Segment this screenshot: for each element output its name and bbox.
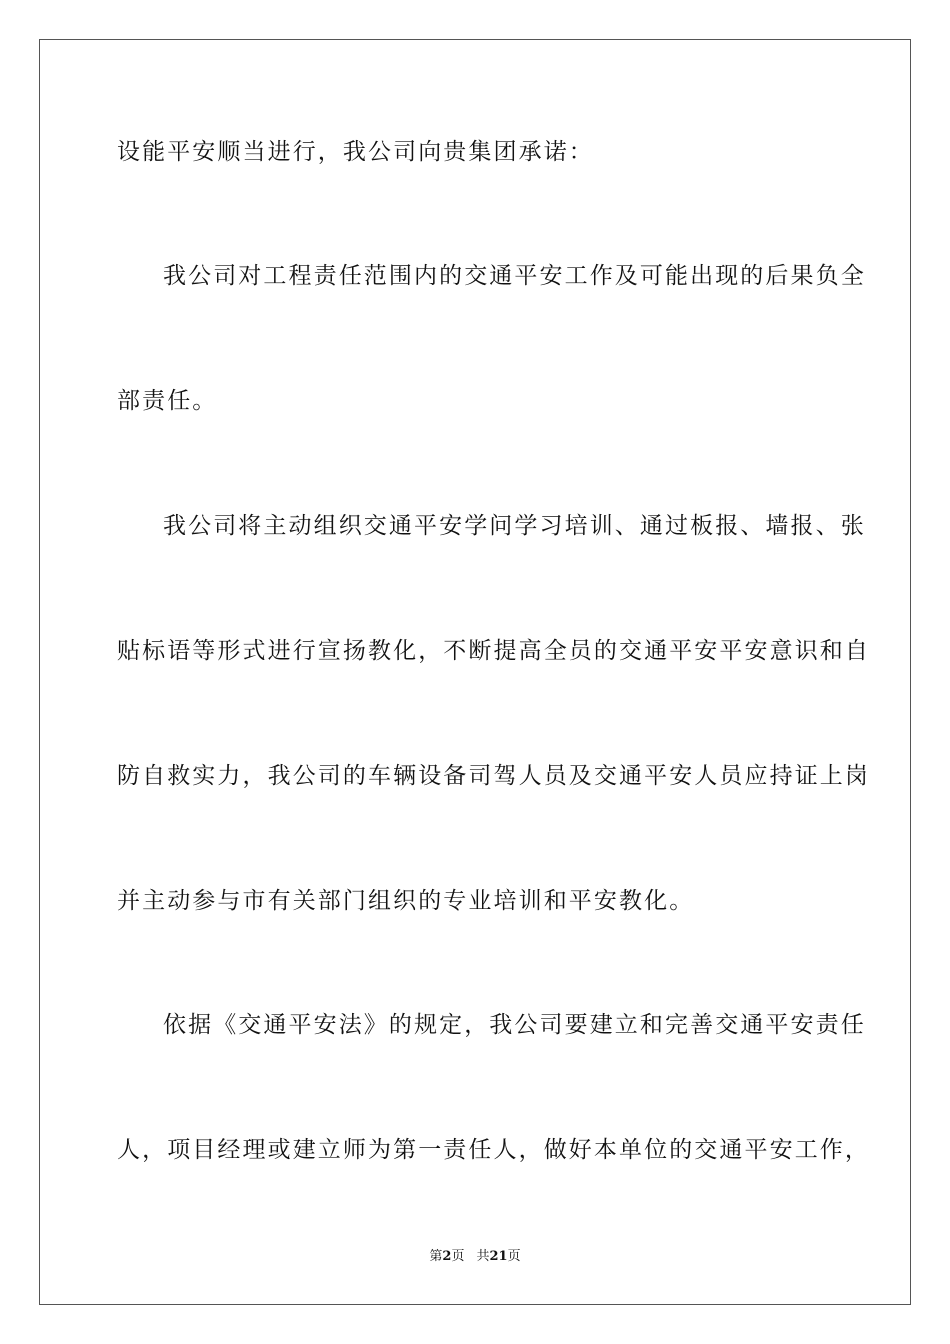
page-total: 21 — [489, 1249, 508, 1264]
text-line: 我公司将主动组织交通平安学问学习培训、通过板报、墙报、张 — [163, 513, 866, 539]
total-label-suffix: 页 — [507, 1249, 521, 1264]
page-label-prefix: 第 — [429, 1249, 443, 1264]
page-border — [39, 39, 911, 1305]
text-line: 设能平安顺当进行，我公司向贵集团承诺： — [117, 139, 594, 165]
text-line: 并主动参与市有关部门组织的专业培训和平安教化。 — [117, 888, 695, 914]
text-line: 贴标语等形式进行宣扬教化，不断提高全员的交通平安平安意识和自 — [117, 638, 870, 664]
text-line: 部责任。 — [117, 388, 218, 414]
page-label-suffix: 页 — [451, 1249, 465, 1264]
page-current: 2 — [442, 1249, 452, 1264]
text-line: 我公司对工程责任范围内的交通平安工作及可能出现的后果负全 — [163, 263, 866, 289]
total-label-prefix: 共 — [476, 1249, 490, 1264]
page-footer — [0, 1248, 950, 1266]
text-line: 防自救实力，我公司的车辆设备司驾人员及交通平安人员应持证上岗 — [117, 763, 870, 789]
text-line: 依据《交通平安法》的规定，我公司要建立和完善交通平安责任 — [163, 1012, 866, 1038]
text-line: 人，项目经理或建立师为第一责任人，做好本单位的交通平安工作， — [117, 1137, 870, 1163]
